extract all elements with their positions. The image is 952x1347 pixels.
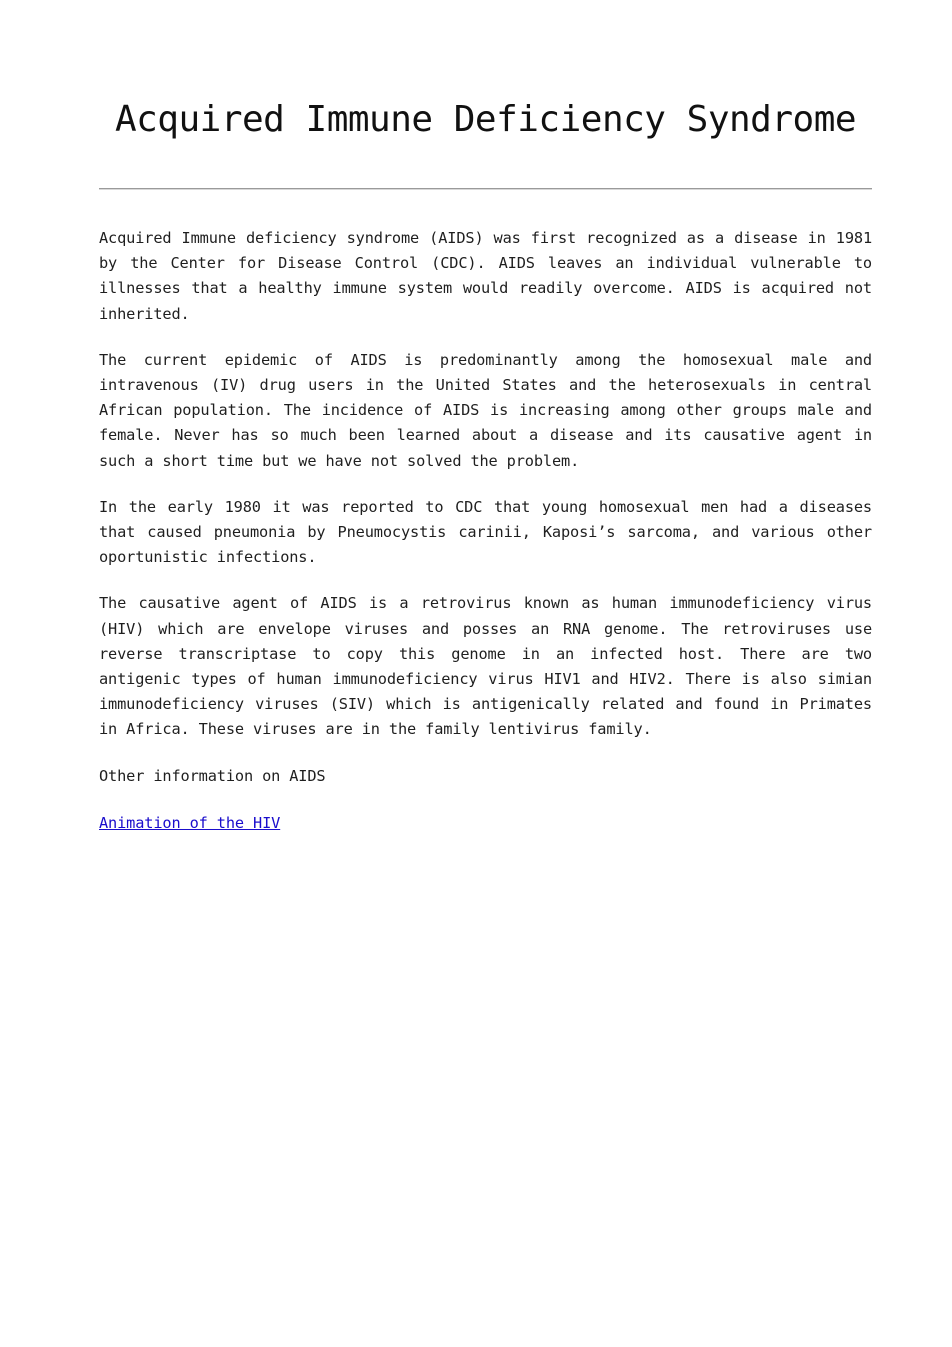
paragraph-causative-agent: The causative agent of AIDS is a retrovirus known as human immunodeficiency virus (HIV) which are envelope viruses and posses an RNA genome. The retroviruses use reverse transcriptase to copy this genome in an infected host. There are two antigenic types of human immunodeficiency virus HIV1 and HIV2. There is also simian immunodeficiency viruses (SIV) which is antigenically related and found in Primates in Africa. These viruses are in the family lentivirus family. xyxy=(99,594,872,739)
document-page xyxy=(99,0,872,857)
other-information-label: Other information on AIDS xyxy=(99,766,326,785)
animation-of-hiv-link[interactable]: Animation of the HIV xyxy=(99,813,281,832)
horizontal-rule xyxy=(99,188,872,190)
paragraph-aids-introduction: Acquired Immune deficiency syndrome (AIDS) was first recognized as a disease in 1981 by the Center for Disease Control (CDC). AIDS leaves an individual vulnerable to illnesses that a healthy immune system would readily overcome. AIDS is acquired not inherited. xyxy=(99,229,872,323)
document-body xyxy=(99,226,872,836)
page-title: Acquired Immune Deficiency Syndrome xyxy=(114,99,857,140)
paragraph-early-reports: In the early 1980 it was reported to CDC that young homosexual men had a diseases that caused pneumonia by Pneumocystis carinii, Kaposi’s sarcoma, and various other oportunistic infections. xyxy=(99,497,872,567)
link-paragraph xyxy=(99,811,872,836)
paragraph-current-epidemic: The current epidemic of AIDS is predominantly among the homosexual male and intravenous (IV) drug users in the United States and the heterosexuals in central African population. The incidence of AIDS is increasing among other groups male and female. Never has so much been learned about a disease and its causative agent in such a short time but we have not solved the problem. xyxy=(99,350,872,470)
